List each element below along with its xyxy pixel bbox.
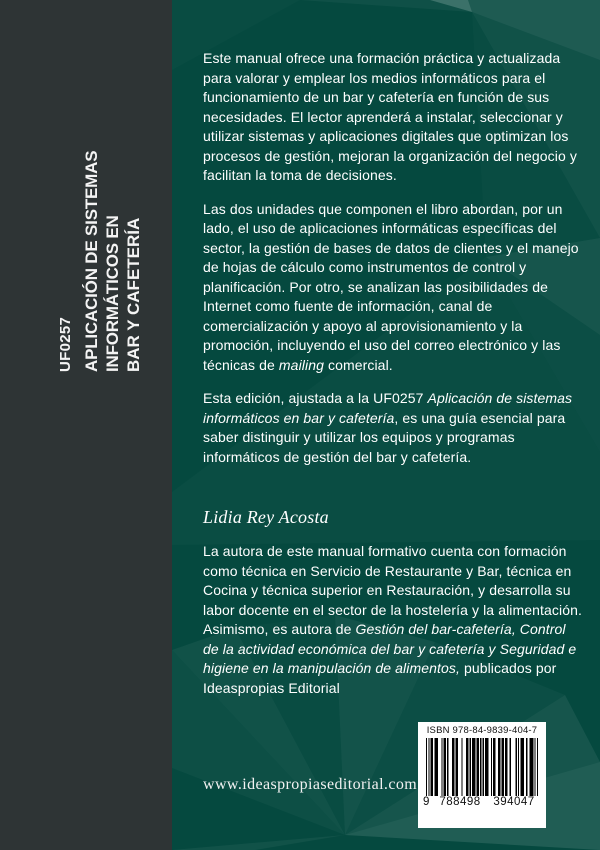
description-paragraph-2: Las dos unidades que componen el libro abordan, por un lado, el uso de aplicaciones informáticas específicas del sector, la gestión de bases de datos de clientes y el manejo de hojas de cálculo como instrumentos de control y planificación. Por otro, se analizan las posibilidades de Internet como fuente de información, canal de comercialización y apoyo al aprovisionamiento y la promoción, incluyendo el uso del correo electrónico y las técnicas de mailing comercial. (203, 200, 579, 373)
barcode (418, 722, 546, 828)
back-cover-text (203, 49, 585, 712)
description-paragraph-3: Esta edición, ajustada a la UF0257 Aplicación de sistemas informáticos en bar y cafetería, es una guía esencial para saber distinguir y utilizar los equipos y programas informáticos de gestión del bar y cafetería. (203, 390, 573, 465)
spine-panel (0, 0, 172, 850)
isbn-label: ISBN 978-84-9839-404-7 (426, 725, 538, 736)
barcode-digits (423, 796, 541, 808)
spine-title-line-2: INFORMÁTICOS EN (103, 215, 122, 372)
spine-title-line-3: BAR Y CAFETERÍA (124, 217, 143, 372)
spine-title-block (57, 144, 144, 372)
author-bio: La autora de este manual formativo cuenta con formación como técnica en Servicio de Restaurante y Bar, técnica en Cocina y técnica superior en Restauración, y desarrolla su labor docente en el sector de la hostelería y la alimentación. Asimismo, es autora de Gestión del bar-cafetería, Control de la actividad económica del bar y cafetería y Seguridad e higiene en la manipulación de alimentos, publicados por Ideaspropias Editorial (203, 543, 582, 696)
publisher-website: www.ideaspropiaseditorial.com (203, 776, 418, 793)
spine-title-line-1: APLICACIÓN DE SISTEMAS (82, 150, 101, 372)
author-name: Lidia Rey Acosta (203, 507, 329, 527)
barcode-digit-group-1: 788498 (436, 796, 484, 808)
barcode-digit-first: 9 (423, 796, 433, 808)
barcode-digit-group-2: 394047 (490, 796, 538, 808)
spine-course-code: UF0257 (57, 316, 74, 372)
description-paragraph-1: Este manual ofrece una formación práctica y actualizada para valorar y emplear los medios informáticos para el funcionamiento de un bar y cafetería en función de sus necesidades. El lector aprenderá a instalar, seleccionar y utilizar sistemas y aplicaciones digitales que optimizan los procesos de gestión, mejoran la organización del negocio y facilitan la toma de decisiones. (203, 50, 577, 183)
